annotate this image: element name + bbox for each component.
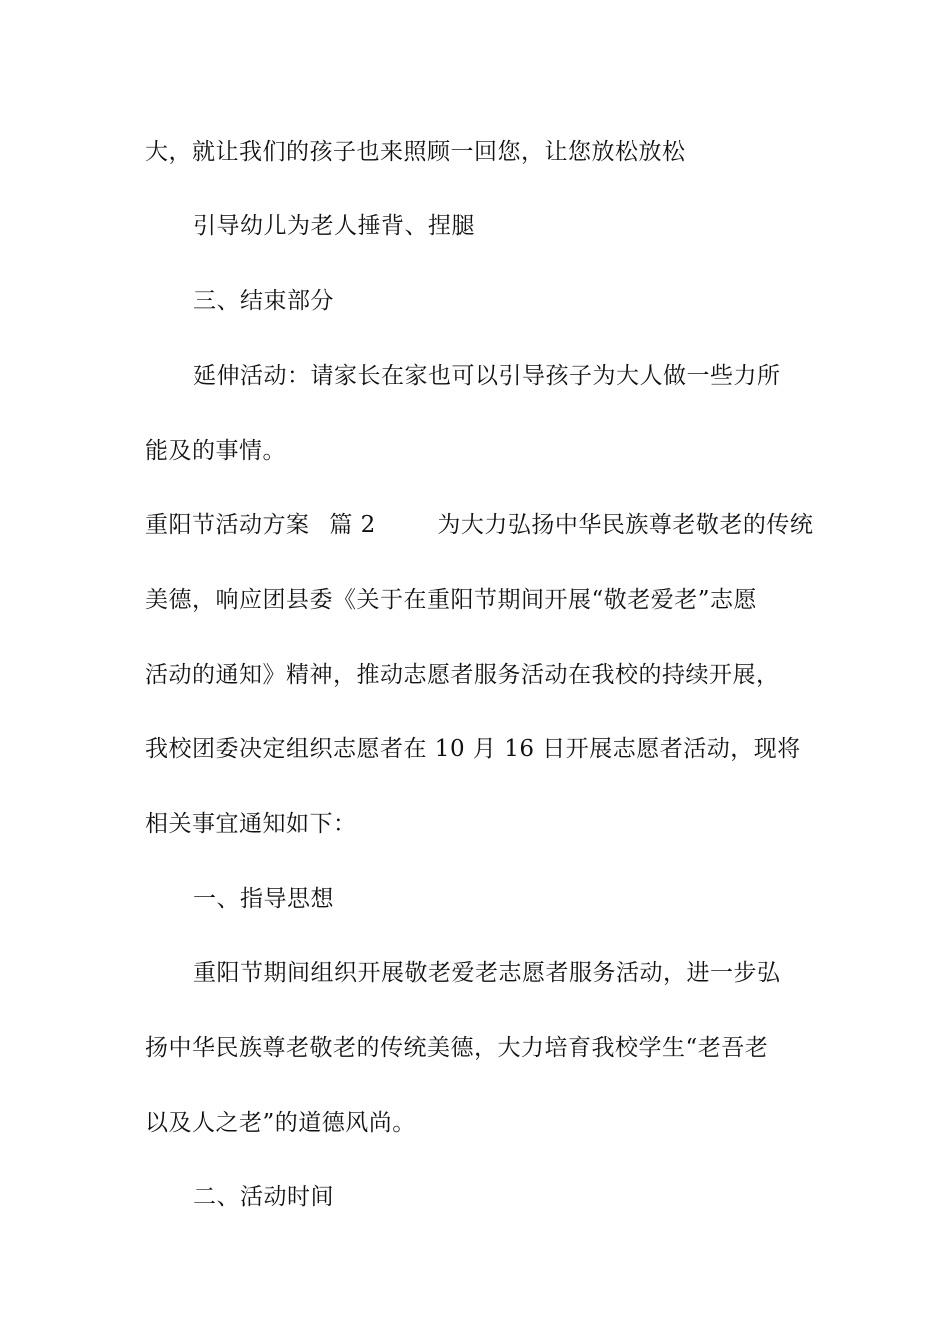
paragraph-line: 相关事宜通知如下：: [145, 811, 357, 837]
section-title-line: [145, 510, 815, 540]
paragraph-line: 美德，响应团县委《关于在重阳节期间开展“敬老爱老”志愿: [145, 587, 758, 613]
section-heading-guiding: 一、指导思想: [193, 886, 334, 912]
paragraph-line: 大，就让我们的孩子也来照顾一回您，让您放松放松: [145, 139, 686, 165]
section-part: 篇 2: [329, 512, 376, 538]
paragraph-line: 我校团委决定组织志愿者在 10 月 16 日开展志愿者活动，现将: [145, 736, 801, 762]
paragraph-line: 扬中华民族尊老敬老的传统美德，大力培育我校学生“老吾老: [145, 1035, 769, 1061]
paragraph-line: 重阳节期间组织开展敬老爱老志愿者服务活动，进一步弘: [193, 960, 781, 986]
paragraph-line: 延伸活动：请家长在家也可以引导孩子为大人做一些力所: [193, 363, 781, 389]
section-heading-time: 二、活动时间: [193, 1184, 334, 1210]
paragraph-line: 能及的事情。: [145, 438, 286, 464]
section-heading-end: 三、结束部分: [193, 288, 334, 314]
paragraph-line: 活动的通知》精神，推动志愿者服务活动在我校的持续开展，: [145, 662, 780, 688]
paragraph-line: 以及人之老”的道德风尚。: [145, 1110, 416, 1136]
paragraph-line: 引导幼儿为老人捶背、捏腿: [193, 213, 475, 239]
section-title: 重阳节活动方案: [145, 512, 310, 538]
section-intro: 为大力弘扬中华民族尊老敬老的传统: [437, 512, 814, 538]
